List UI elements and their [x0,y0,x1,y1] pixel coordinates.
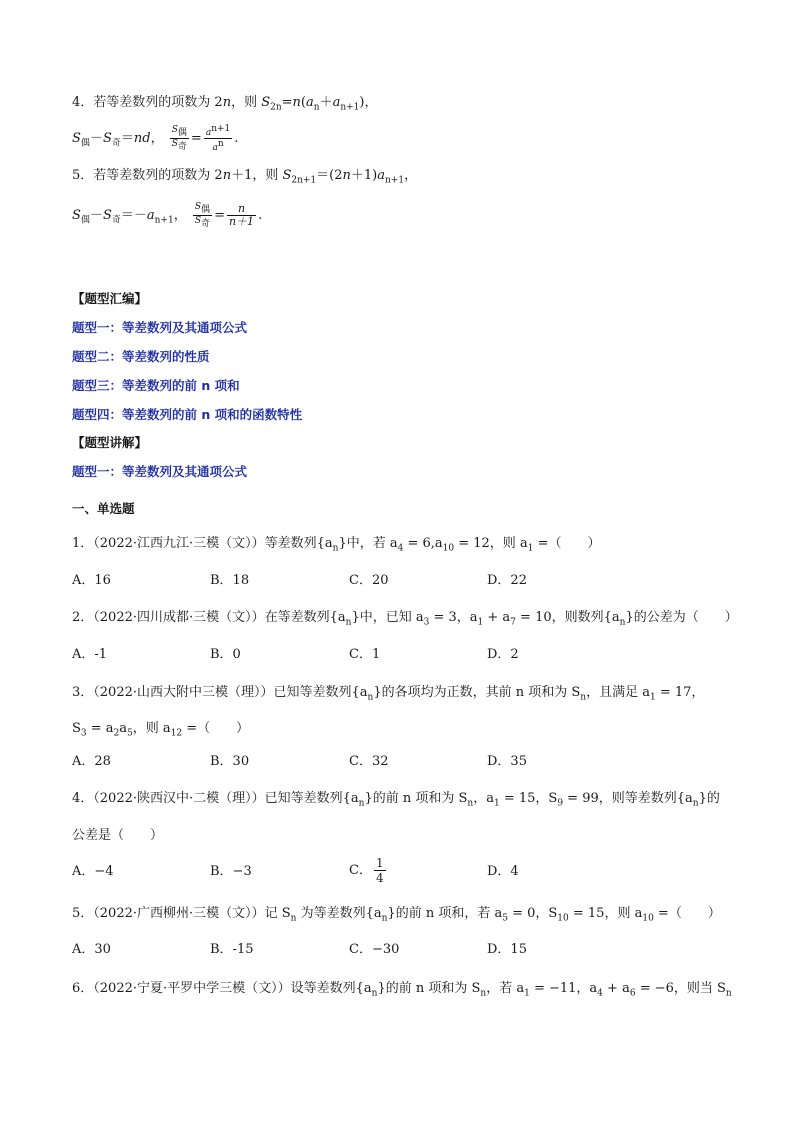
text: n＋1 [228,214,255,228]
text: a [205,128,212,138]
subscript: 4 [397,543,404,554]
text: }的前 n 项和为 S [364,791,468,806]
question-6 [72,980,732,1003]
subscript: n [345,617,352,628]
text: }中，若 a [338,536,398,551]
option-d[interactable]: D．35 [487,754,527,769]
text: ( [300,95,306,110]
subscript: 奇 [111,138,121,149]
text: 4．（2022·陕西汉中·二模（理））已知等差数列{a [72,791,359,806]
option-c[interactable]: C．32 [349,754,389,769]
subscript: n [290,913,297,924]
option-c[interactable]: C．1 [349,647,381,662]
text: =（ ） [182,721,250,736]
subscript: 2n [270,102,282,113]
text: = [281,95,293,110]
property-5-line1: 5．若等差数列的项数为 2n＋1，则 $S_{2n+1}=(2n+1)a_{n+1}$， [72,168,418,186]
subscript: n [371,988,378,999]
text: ， [404,168,418,183]
text: a [212,143,218,153]
question-3 [72,684,704,707]
denominator: 4 [375,871,384,885]
subscript: n [480,988,487,999]
summary-item-3[interactable]: 题型三：等差数列的前 n 项和 [72,378,240,393]
option-d[interactable]: D．22 [487,573,527,588]
option-b[interactable]: B．30 [210,754,250,769]
property-5-line2: $S_偶-S_奇=-a_{n+1}$， $\frac{S_偶}{S_奇}$ = $\frac{n}{n+1}$ . [72,201,263,229]
option-b[interactable]: B．-15 [210,942,254,957]
subscript: n [467,798,474,809]
text: =（ ） [533,536,601,551]
subscript: n [313,102,320,113]
text: ，则 [231,95,262,110]
text: ＋1) [350,168,378,183]
text: . [258,207,263,223]
text: ＝－ [120,207,147,223]
text: = 99，则等差数列{a [563,791,693,806]
question-4-line2: 公差是（ ） [72,828,164,843]
text: － [89,131,103,146]
text: + a [602,981,630,996]
text: ＋ [319,95,333,110]
option-d[interactable]: D．4 [487,864,519,879]
ratio-fraction-2 [204,124,232,153]
subscript: 2 [113,728,120,739]
ratio-fraction: $\frac{S_偶}{S_奇}$ [171,125,187,152]
subscript: 4 [597,988,603,999]
text: = 6,a [403,536,443,551]
text: )， [359,95,378,110]
text: ，若 a [486,981,525,996]
option-c[interactable]: C．20 [349,573,389,588]
subscript: n [358,798,365,809]
subscript: n+1 [340,102,360,113]
text: ＝(2 [316,168,343,183]
question-5 [72,905,721,928]
question-1 [72,535,600,558]
text: ， [150,131,164,146]
superscript: n [217,139,224,149]
subscript: 3 [80,728,87,739]
subscript: 3 [423,617,430,628]
subscript: n [381,913,388,924]
text: ，a [473,791,494,806]
text: = −11，a [529,981,598,996]
option-c[interactable]: C．−30 [349,942,400,957]
summary-item-4[interactable]: 题型四：等差数列的前 n 项和的函数特性 [72,407,303,422]
subscript: n+1 [385,175,405,186]
subscript: n [692,798,699,809]
subscript: 10 [442,543,455,554]
subscript: 偶 [201,204,211,215]
subscript: 10 [557,913,569,924]
text: 为等差数列{a [296,906,382,921]
text: 5．（2022·广西柳州·三模（文））记 S [72,906,291,921]
subscript: n [367,692,374,703]
text: 1．（2022·江西九江·三模（文））等差数列{a [72,536,333,551]
property-4-line2: $S_偶-S_奇=nd$， $\frac{S_偶}{S_奇}$ = $\frac{a^{n+1}}{a^n}$ . [72,124,239,153]
option-a[interactable]: A．16 [72,573,111,588]
subscript: n [580,692,587,703]
subscript: 奇 [201,218,211,229]
option-b[interactable]: B．18 [210,573,250,588]
subscript: 9 [557,798,564,809]
text: }的前 n 项和为 S [377,981,481,996]
text: }中，已知 a [351,610,424,625]
subscript: 奇 [177,141,187,152]
subscript: n [619,617,626,628]
text: S [72,721,81,736]
subscript: 1 [493,798,500,809]
subscript: 偶 [80,215,90,226]
numerator: 1 [375,856,384,870]
text: }的各项均为正数，其前 n 项和为 S [373,685,581,700]
option-a[interactable]: A．30 [72,942,111,957]
option-c-fraction [374,856,386,885]
text: = 17， [655,685,705,700]
text: a [119,721,128,736]
subscript: 12 [170,728,183,739]
subscript: n+1 [154,215,174,226]
text: }的公差为（ ） [625,610,738,625]
text: = 0，S [507,906,558,921]
subscript: 1 [649,692,656,703]
text: = a [86,721,114,736]
summary-item-2[interactable]: 题型二：等差数列的性质 [72,349,210,364]
subscript: 1 [524,988,530,999]
text: = 15，则 a [568,906,643,921]
text: ， [173,207,187,223]
text: }的 [698,791,720,806]
option-c[interactable] [349,856,388,885]
explain-topic: 题型一：等差数列及其通项公式 [72,464,248,479]
explain-title: 【题型讲解】 [72,435,148,450]
subscript: 1 [477,617,484,628]
subscript: 5 [502,913,508,924]
text: =（ ） [653,906,721,921]
text: n [237,201,246,215]
superscript: n+1 [211,124,231,134]
text: = 10，则数列{a [515,610,620,625]
summary-item-1[interactable]: 题型一：等差数列及其通项公式 [72,320,248,335]
subscript: 2n+1 [291,175,317,186]
text: ＝ [120,131,134,146]
option-b[interactable]: B．0 [210,647,241,662]
subscript: n [332,543,339,554]
subscript: 5 [127,728,133,739]
text: 6．（2022·宁夏·平罗中学三模（文））设等差数列{a [72,981,372,996]
subscript: 7 [510,617,516,628]
subscript: 10 [642,913,654,924]
option-b[interactable]: B．−3 [210,864,252,879]
option-a[interactable]: A．−4 [72,864,114,879]
text: 4．若等差数列的项数为 2 [72,95,223,110]
text: + a [483,610,511,625]
subscript: 6 [629,988,636,999]
text: }的前 n 项和，若 a [387,906,503,921]
section-title: 一、单选题 [72,501,135,516]
text: 2．（2022·四川成都·三模（文））在等差数列{a [72,610,346,625]
subscript: 奇 [111,215,121,226]
option-a[interactable]: A．-1 [72,647,108,662]
text: － [89,207,103,223]
subscript: 偶 [80,138,90,149]
subscript: 1 [527,543,534,554]
text: = 3，a [429,610,478,625]
option-c-label: C． [349,863,372,878]
text: 3．（2022·山西大附中三模（理））已知等差数列{a [72,685,368,700]
text: ，则 a [132,721,171,736]
summary-title: 【题型汇编】 [72,291,148,306]
text: ＋1，则 [231,168,283,183]
property-4-line1: 4．若等差数列的项数为 2n，则 $S_{2n}=n(a_n+a_{n+1})$， [72,95,378,113]
option-a[interactable]: A．28 [72,754,111,769]
option-d[interactable]: D．15 [487,942,527,957]
question-2 [72,609,738,632]
text: ，且满足 a [586,685,650,700]
option-d[interactable]: D．2 [487,647,519,662]
text: 5．若等差数列的项数为 2 [72,168,223,183]
text: = −6，则当 S [635,981,726,996]
subscript: 偶 [177,128,187,138]
subscript: n [725,988,732,999]
text: = 15，S [499,791,558,806]
question-3-line2 [72,720,249,743]
text: nd [133,131,151,146]
question-4 [72,790,720,813]
ratio-fraction: $\frac{S_偶}{S_奇}$ [194,202,211,229]
ratio-fraction-2 [227,203,256,228]
text: = 12，则 a [454,536,528,551]
text: . [234,131,239,146]
